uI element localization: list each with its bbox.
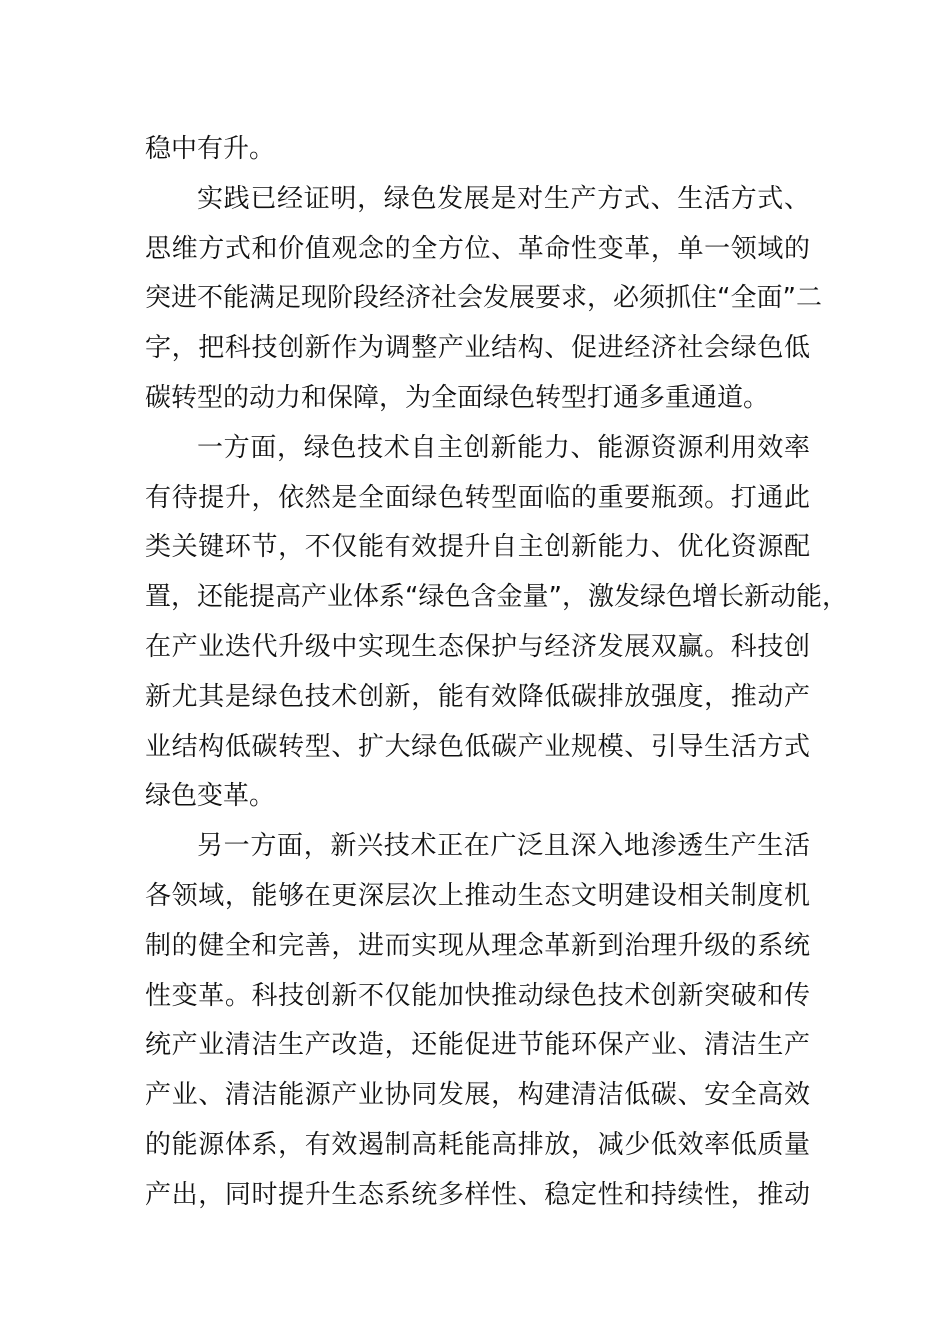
text-line: 稳中有升。 xyxy=(145,134,276,164)
text-line: 一方面，绿色技术自主创新能力、能源资源利用效率 xyxy=(197,432,810,463)
text-line: 在产业迭代升级中实现生态保护与经济发展双赢。科技创 xyxy=(145,631,810,662)
text-line: 统产业清洁生产改造，还能促进节能环保产业、清洁生产 xyxy=(145,1030,810,1061)
text-line: 绿色变革。 xyxy=(145,781,276,812)
text-line: 各领域，能够在更深层次上推动生态文明建设相关制度机 xyxy=(145,880,810,911)
body-text xyxy=(145,125,848,1221)
text-line: 的能源体系，有效遏制高耗能高排放，减少低效率低质量 xyxy=(145,1129,810,1160)
text-line: 类关键环节，不仅能有效提升自主创新能力、优化资源配 xyxy=(145,532,810,563)
text-line: 产业、清洁能源产业协同发展，构建清洁低碳、安全高效 xyxy=(145,1080,810,1111)
text-line: 字，把科技创新作为调整产业结构、促进经济社会绿色低 xyxy=(145,333,810,364)
text-line: 另一方面，新兴技术正在广泛且深入地渗透生产生活 xyxy=(197,831,810,862)
text-line: 置，还能提高产业体系“绿色含金量”，激发绿色增长新动能， xyxy=(145,582,848,613)
text-line: 实践已经证明，绿色发展是对生产方式、生活方式、 xyxy=(197,183,810,214)
text-line: 突进不能满足现阶段经济社会发展要求，必须抓住“全面”二 xyxy=(145,283,822,314)
text-line: 产出，同时提升生态系统多样性、稳定性和持续性，推动 xyxy=(145,1179,810,1210)
text-line: 碳转型的动力和保障，为全面绿色转型打通多重通道。 xyxy=(145,382,770,413)
text-line: 有待提升，依然是全面绿色转型面临的重要瓶颈。打通此 xyxy=(145,482,810,513)
text-line: 业结构低碳转型、扩大绿色低碳产业规模、引导生活方式 xyxy=(145,731,810,762)
text-line: 性变革。科技创新不仅能加快推动绿色技术创新突破和传 xyxy=(145,980,810,1011)
text-line: 制的健全和完善，进而实现从理念革新到治理升级的系统 xyxy=(145,930,810,961)
text-line: 新尤其是绿色技术创新，能有效降低碳排放强度，推动产 xyxy=(145,681,810,712)
text-line: 思维方式和价值观念的全方位、革命性变革，单一领域的 xyxy=(145,233,810,264)
